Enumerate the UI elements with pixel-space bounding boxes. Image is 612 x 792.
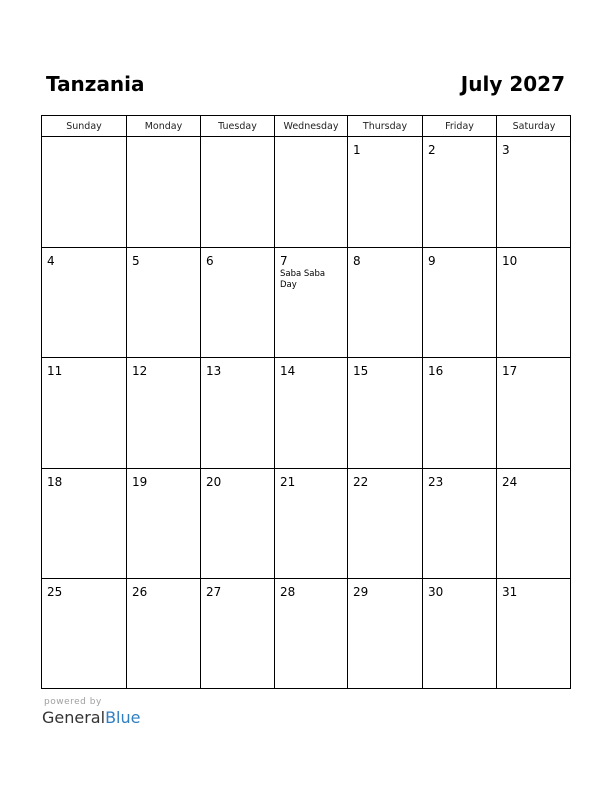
day-number: 24: [502, 475, 518, 489]
day-number: 23: [428, 475, 444, 489]
day-number: 31: [502, 585, 518, 599]
day-cell: [348, 469, 423, 579]
month-title: July 2027: [460, 72, 565, 96]
day-cell: [348, 248, 423, 358]
day-cell: [275, 248, 348, 358]
day-number: 26: [132, 585, 148, 599]
day-cell: [127, 358, 201, 469]
day-number: 5: [132, 254, 140, 268]
day-cell: [423, 358, 497, 469]
day-cell: [42, 137, 127, 248]
day-number: 3: [502, 143, 510, 157]
day-number: 11: [47, 364, 63, 378]
day-cell: [201, 469, 275, 579]
day-cell: [497, 469, 571, 579]
day-cell: [497, 579, 571, 689]
day-number: 22: [353, 475, 369, 489]
day-cell: [42, 579, 127, 689]
weekday-header-tuesday: Tuesday: [201, 116, 275, 137]
logo-general-text: General: [42, 708, 106, 727]
day-number: 20: [206, 475, 222, 489]
day-cell: [423, 137, 497, 248]
day-number: 14: [280, 364, 296, 378]
day-cell: [127, 137, 201, 248]
day-number: 19: [132, 475, 148, 489]
day-number: 18: [47, 475, 63, 489]
day-cell: [497, 248, 571, 358]
day-cell: [42, 469, 127, 579]
day-cell: [348, 579, 423, 689]
day-cell: [348, 137, 423, 248]
country-title: Tanzania: [46, 72, 145, 96]
day-cell: [497, 358, 571, 469]
day-number: 1: [353, 143, 361, 157]
day-number: 16: [428, 364, 444, 378]
holiday-label: Saba Saba Day: [280, 269, 326, 290]
day-cell: [201, 137, 275, 248]
day-cell: [127, 579, 201, 689]
powered-by-label: powered by: [44, 697, 102, 707]
day-number: 6: [206, 254, 214, 268]
day-number: 12: [132, 364, 148, 378]
day-number: 29: [353, 585, 369, 599]
day-cell: [275, 137, 348, 248]
weekday-header-thursday: Thursday: [348, 116, 423, 137]
day-cell: [42, 358, 127, 469]
day-number: 10: [502, 254, 518, 268]
day-cell: [423, 469, 497, 579]
day-cell: [348, 358, 423, 469]
day-number: 25: [47, 585, 63, 599]
day-number: 30: [428, 585, 444, 599]
day-number: 21: [280, 475, 296, 489]
day-number: 13: [206, 364, 222, 378]
day-number: 27: [206, 585, 222, 599]
day-number: 28: [280, 585, 296, 599]
weekday-header-friday: Friday: [423, 116, 497, 137]
day-cell: [201, 248, 275, 358]
day-cell: [423, 248, 497, 358]
day-cell: [127, 248, 201, 358]
day-number: 8: [353, 254, 361, 268]
day-cell: [497, 137, 571, 248]
day-cell: [201, 579, 275, 689]
day-cell: [201, 358, 275, 469]
weekday-header-wednesday: Wednesday: [275, 116, 348, 137]
day-cell: [275, 579, 348, 689]
day-cell: [275, 358, 348, 469]
day-cell: [423, 579, 497, 689]
day-cell: [42, 248, 127, 358]
day-cell: [127, 469, 201, 579]
logo-blue-text: Blue: [105, 708, 141, 727]
day-number: 4: [47, 254, 55, 268]
day-number: 7: [280, 254, 288, 268]
day-number: 15: [353, 364, 369, 378]
day-number: 2: [428, 143, 436, 157]
weekday-header-monday: Monday: [127, 116, 201, 137]
generalblue-logo[interactable]: [42, 708, 140, 728]
calendar-grid: [41, 115, 571, 689]
day-number: 9: [428, 254, 436, 268]
weekday-header-sunday: Sunday: [42, 116, 127, 137]
day-cell: [275, 469, 348, 579]
weekday-header-saturday: Saturday: [497, 116, 571, 137]
day-number: 17: [502, 364, 518, 378]
